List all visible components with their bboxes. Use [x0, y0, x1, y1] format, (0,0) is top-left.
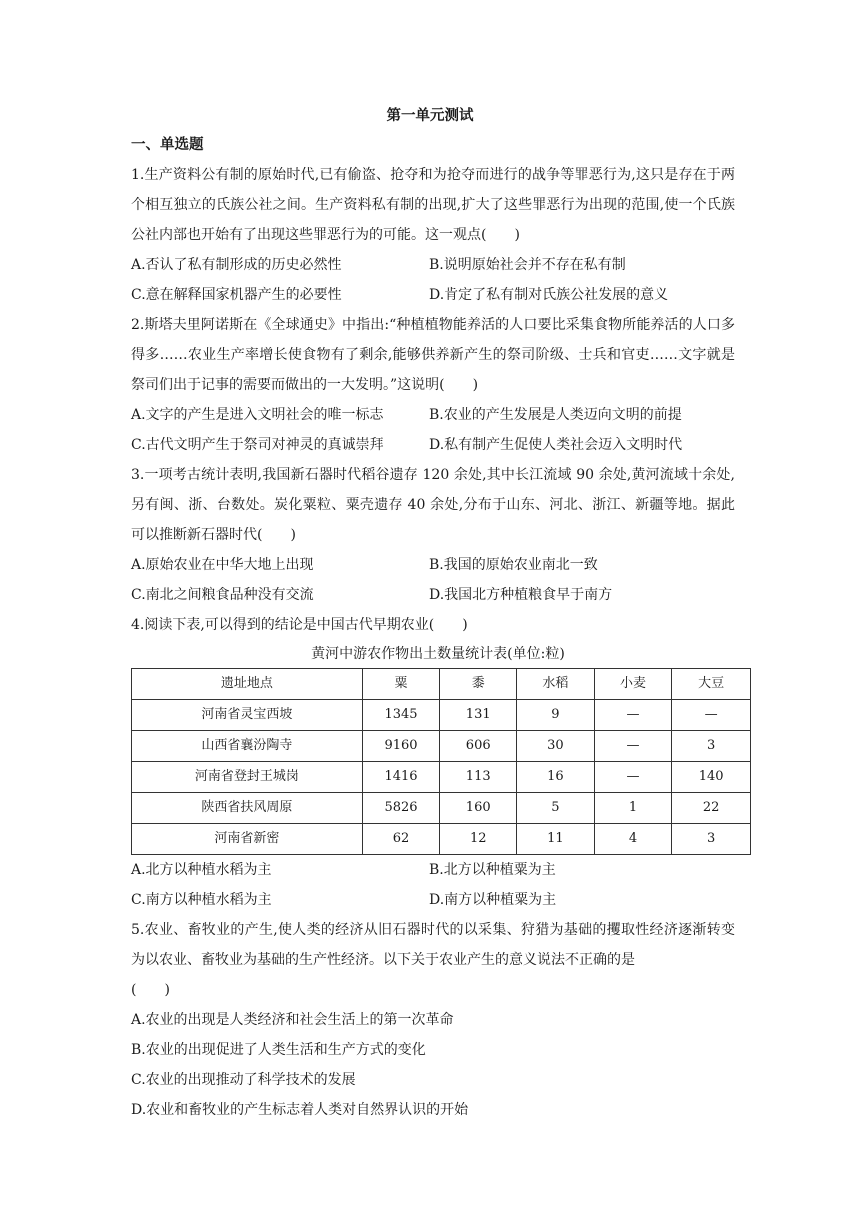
question-5-option-c: C.农业的出现推动了科学技术的发展: [131, 1072, 356, 1088]
table-cell: 11: [517, 824, 595, 855]
table-cell: 河南省新密: [132, 824, 363, 855]
question-5-option-d: D.农业和畜牧业的产生标志着人类对自然界认识的开始: [131, 1102, 469, 1118]
question-2-options-row-1: [131, 400, 735, 430]
question-4-stem: 4.阅读下表,可以得到的结论是中国古代早期农业( ): [131, 617, 468, 633]
question-2-option-b: B.农业的产生发展是人类迈向文明的前提: [429, 407, 682, 423]
table-cell: 30: [517, 731, 595, 762]
question-3-option-b: B.我国的原始农业南北一致: [429, 557, 598, 573]
table-cell: —: [594, 762, 672, 793]
table-header-cell: 黍: [440, 669, 517, 700]
question-2-option-c: C.古代文明产生于祭司对神灵的真诚崇拜: [131, 437, 384, 453]
table-row: [132, 824, 751, 855]
question-2-option-a: A.文字的产生是进入文明社会的唯一标志: [131, 407, 384, 423]
table-cell: —: [594, 700, 672, 731]
question-2-option-d: D.私有制产生促使人类社会迈入文明时代: [429, 437, 683, 453]
table-header-cell: 粟: [362, 669, 440, 700]
table-cell: 140: [672, 762, 751, 793]
table-header-cell: 小麦: [594, 669, 672, 700]
page-title: 第一单元测试: [386, 107, 474, 124]
table-cell: 12: [440, 824, 517, 855]
question-3-option-c: C.南北之间粮食品种没有交流: [131, 587, 314, 603]
table-cell: 62: [362, 824, 440, 855]
question-4-options-row-1: [131, 855, 735, 885]
table-row: [132, 793, 751, 824]
table-cell: 河南省灵宝西坡: [132, 700, 363, 731]
question-5-option-a: A.农业的出现是人类经济和社会生活上的第一次革命: [131, 1012, 454, 1028]
question-3-stem: 3.一项考古统计表明,我国新石器时代稻谷遗存 120 余处,其中长江流域 90 余处,黄河流域十余处,另有闽、浙、台数处。炭化粟粒、粟壳遗存 40 余处,分布于山东、河北、浙江、新疆等地。据此可以推断新石器时代( ): [131, 467, 735, 543]
question-3-option-a: A.原始农业在中华大地上出现: [131, 557, 314, 573]
question-1-options-row-1: [131, 250, 735, 280]
question-4-option-b: B.北方以种植粟为主: [429, 862, 556, 878]
table-cell: 9160: [362, 731, 440, 762]
table-cell: 3: [672, 824, 751, 855]
question-2-stem: 2.斯塔夫里阿诺斯在《全球通史》中指出:“种植植物能养活的人口要比采集食物所能养活的人口多得多……农业生产率增长使食物有了剩余,能够供养新产生的祭司阶级、士兵和官吏……文字就是祭司们出于记事的需要而做出的一大发明。”这说明( ): [131, 317, 735, 393]
table-header-cell: 遗址地点: [132, 669, 363, 700]
question-1-options-row-2: [131, 280, 735, 310]
question-4-option-a: A.北方以种植水稻为主: [131, 862, 272, 878]
table-row: [132, 731, 751, 762]
table-cell: 3: [672, 731, 751, 762]
question-1-option-c: C.意在解释国家机器产生的必要性: [131, 287, 342, 303]
table-cell: 1: [594, 793, 672, 824]
table-cell: 9: [517, 700, 595, 731]
table-header-cell: 水稻: [517, 669, 595, 700]
table-row: [132, 700, 751, 731]
question-4-options-row-2: [131, 885, 735, 915]
question-5-answer-paren: ( ): [131, 982, 170, 998]
question-1-option-d: D.肯定了私有制对氏族公社发展的意义: [429, 287, 669, 303]
table-cell: —: [594, 731, 672, 762]
table-cell: 1416: [362, 762, 440, 793]
question-1-stem: 1.生产资料公有制的原始时代,已有偷盗、抢夺和为抢夺而进行的战争等罪恶行为,这只是存在于两个相互独立的氏族公社之间。生产资料私有制的出现,扩大了这些罪恶行为出现的范围,使一个氏族公社内部也开始有了出现这些罪恶行为的可能。这一观点( ): [131, 167, 735, 243]
table-cell: 5: [517, 793, 595, 824]
table-cell: 山西省襄汾陶寺: [132, 731, 363, 762]
table-cell: 16: [517, 762, 595, 793]
table-cell: 4: [594, 824, 672, 855]
table-cell: 1345: [362, 700, 440, 731]
questions: [131, 160, 735, 1125]
question-3-option-d: D.我国北方种植粮食早于南方: [429, 587, 613, 603]
table-header-row: [132, 669, 751, 700]
table-cell: 606: [440, 731, 517, 762]
crop-table: [131, 668, 751, 855]
question-1-option-b: B.说明原始社会并不存在私有制: [429, 257, 626, 273]
section-heading: 一、单选题: [131, 136, 204, 153]
table-row: [132, 762, 751, 793]
question-3-options-row-2: [131, 580, 735, 610]
question-4-option-d: D.南方以种植粟为主: [429, 892, 557, 908]
question-1-option-a: A.否认了私有制形成的历史必然性: [131, 257, 342, 273]
table-cell: 22: [672, 793, 751, 824]
table-cell: 河南省登封王城岗: [132, 762, 363, 793]
question-5-option-b: B.农业的出现促进了人类生活和生产方式的变化: [131, 1042, 426, 1058]
table-cell: 160: [440, 793, 517, 824]
table-cell: 113: [440, 762, 517, 793]
table-header-cell: 大豆: [672, 669, 751, 700]
question-4-option-c: C.南方以种植水稻为主: [131, 892, 272, 908]
table-cell: 131: [440, 700, 517, 731]
question-5-stem: 5.农业、畜牧业的产生,使人类的经济从旧石器时代的以采集、狩猎为基础的攫取性经济逐渐转变为以农业、畜牧业为基础的生产性经济。以下关于农业产生的意义说法不正确的是: [131, 922, 735, 968]
table-caption: 黄河中游农作物出土数量统计表(单位:粒): [311, 646, 565, 662]
table-cell: 5826: [362, 793, 440, 824]
question-2-options-row-2: [131, 430, 735, 460]
question-3-options-row-1: [131, 550, 735, 580]
table-cell: 陕西省扶风周原: [132, 793, 363, 824]
table-cell: —: [672, 700, 751, 731]
